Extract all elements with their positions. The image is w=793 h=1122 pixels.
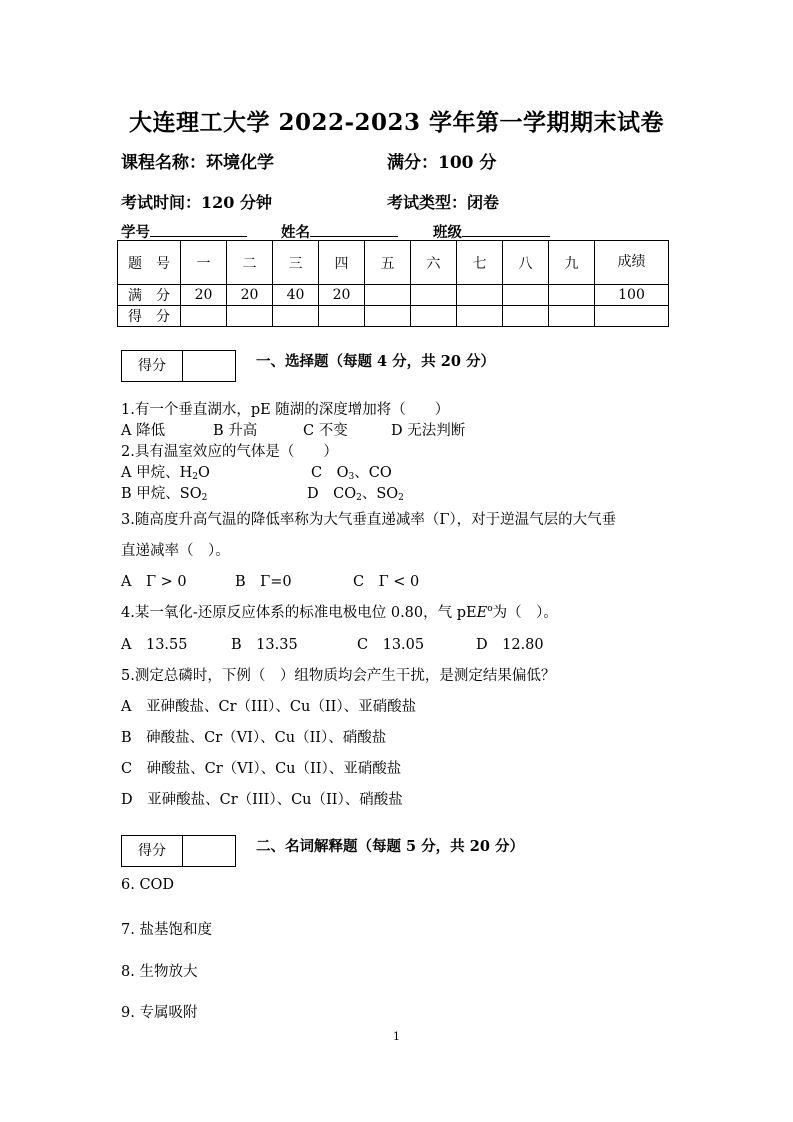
section1-score-label: 得分 <box>122 351 183 381</box>
class-field <box>433 221 550 242</box>
term-item: 6. COD <box>121 877 175 893</box>
q1-option: B 升高 <box>213 423 258 439</box>
q2-text: 2.具有温室效应的气体是（ ） <box>121 444 338 460</box>
full-score-cell <box>365 285 411 306</box>
got-score-cell[interactable] <box>457 306 503 327</box>
section2-score-box <box>121 835 236 867</box>
section1-title: 一、选择题（每题 4 分，共 20 分） <box>256 353 495 370</box>
q2-option-b: B 甲烷、$SO_2$ <box>121 486 208 503</box>
course-name: 课程名称：环境化学 <box>121 153 274 173</box>
full-score-cell: 20 <box>319 285 365 306</box>
q3-text-line2: 直递减率（ ）。 <box>121 543 230 559</box>
q1-text: 1.有一个垂直湖水，pE 随湖的深度增加将（ ） <box>121 402 450 418</box>
term-item: 7. 盐基饱和度 <box>121 922 212 938</box>
student-id-blank <box>150 222 247 237</box>
got-score-cell[interactable] <box>365 306 411 327</box>
q5-option: B 砷酸盐、Cr（VI）、Cu（II）、硝酸盐 <box>121 730 387 746</box>
page-number: 1 <box>393 1030 400 1043</box>
full-score-cell <box>549 285 595 306</box>
header-label-cell: 题 号 <box>118 241 181 285</box>
got-score-cell[interactable] <box>227 306 273 327</box>
got-score-cell[interactable] <box>411 306 457 327</box>
section2-title: 二、名词解释题（每题 5 分，共 20 分） <box>256 838 524 855</box>
q4-option: A 13.55 <box>121 637 188 653</box>
col-header: 八 <box>503 241 549 285</box>
got-score-cell[interactable] <box>273 306 319 327</box>
full-score-label: 满 分 <box>118 285 181 306</box>
col-header-total: 成绩 <box>595 241 669 285</box>
q3-option: B Γ=0 <box>235 574 292 590</box>
q1-option: A 降低 <box>121 423 166 439</box>
col-header: 二 <box>227 241 273 285</box>
full-score-cell: 40 <box>273 285 319 306</box>
full-score-cell <box>457 285 503 306</box>
exam-type: 考试类型：闭卷 <box>387 193 500 212</box>
q1-option: D 无法判断 <box>391 423 466 439</box>
class-label: 班级 <box>433 224 462 241</box>
col-header: 六 <box>411 241 457 285</box>
q4-option: B 13.35 <box>231 637 298 653</box>
got-score-cell[interactable] <box>503 306 549 327</box>
q3-option: A Γ > 0 <box>121 574 187 590</box>
q2-option-c: C $O_3$、CO <box>311 465 392 482</box>
name-label: 姓名 <box>281 224 310 241</box>
col-header: 四 <box>319 241 365 285</box>
section2-score-label: 得分 <box>122 836 183 866</box>
full-score: 满分：100 分 <box>387 153 497 173</box>
got-score-label: 得 分 <box>118 306 181 327</box>
q4-option: D 12.80 <box>476 637 544 653</box>
class-blank <box>462 222 550 237</box>
q5-option: C 砷酸盐、Cr（VI）、Cu（II）、亚硝酸盐 <box>121 761 402 777</box>
q3-option: C Γ < 0 <box>353 574 420 590</box>
q5-text: 5.测定总磷时，下例（ ）组物质均会产生干扰，是测定结果偏低？ <box>121 668 556 684</box>
q4-text: 4.某一氧化-还原反应体系的标准电极电位 0.80，气 pEE$^o$为（ ）。 <box>121 604 558 621</box>
col-header: 三 <box>273 241 319 285</box>
got-score-cell[interactable] <box>319 306 365 327</box>
got-score-cell[interactable] <box>181 306 227 327</box>
name-blank <box>310 222 398 237</box>
name-field <box>281 221 398 242</box>
section1-score-box <box>121 350 236 382</box>
col-header: 五 <box>365 241 411 285</box>
full-score-cell <box>411 285 457 306</box>
q1-option: C 不变 <box>303 423 348 439</box>
q4-option: C 13.05 <box>357 637 425 653</box>
q5-option: A 亚砷酸盐、Cr（III）、Cu（II）、亚硝酸盐 <box>121 699 417 715</box>
got-score-cell[interactable] <box>549 306 595 327</box>
exam-title: 大连理工大学 2022-2023 学年第一学期期末试卷 <box>128 109 665 136</box>
full-score-cell: 20 <box>227 285 273 306</box>
term-item: 9. 专属吸附 <box>121 1005 198 1021</box>
col-header: 九 <box>549 241 595 285</box>
q3-text-line1: 3.随高度升高气温的降低率称为大气垂直递减率（Γ），对于逆温气层的大气垂 <box>121 512 617 528</box>
full-score-cell: 100 <box>595 285 669 306</box>
score-table <box>117 240 669 327</box>
col-header: 七 <box>457 241 503 285</box>
q5-option: D 亚砷酸盐、Cr（III）、Cu（II）、硝酸盐 <box>121 792 403 808</box>
q2-option-a: A 甲烷、$H_2O$ <box>121 465 210 482</box>
student-id-label: 学号 <box>121 224 150 241</box>
full-score-cell <box>503 285 549 306</box>
term-item: 8. 生物放大 <box>121 964 198 980</box>
col-header: 一 <box>181 241 227 285</box>
exam-time: 考试时间：120 分钟 <box>121 193 272 212</box>
full-score-cell: 20 <box>181 285 227 306</box>
q2-option-d: D $CO_2$、$SO_2$ <box>307 486 404 503</box>
got-score-cell[interactable] <box>595 306 669 327</box>
student-id-field <box>121 221 247 242</box>
